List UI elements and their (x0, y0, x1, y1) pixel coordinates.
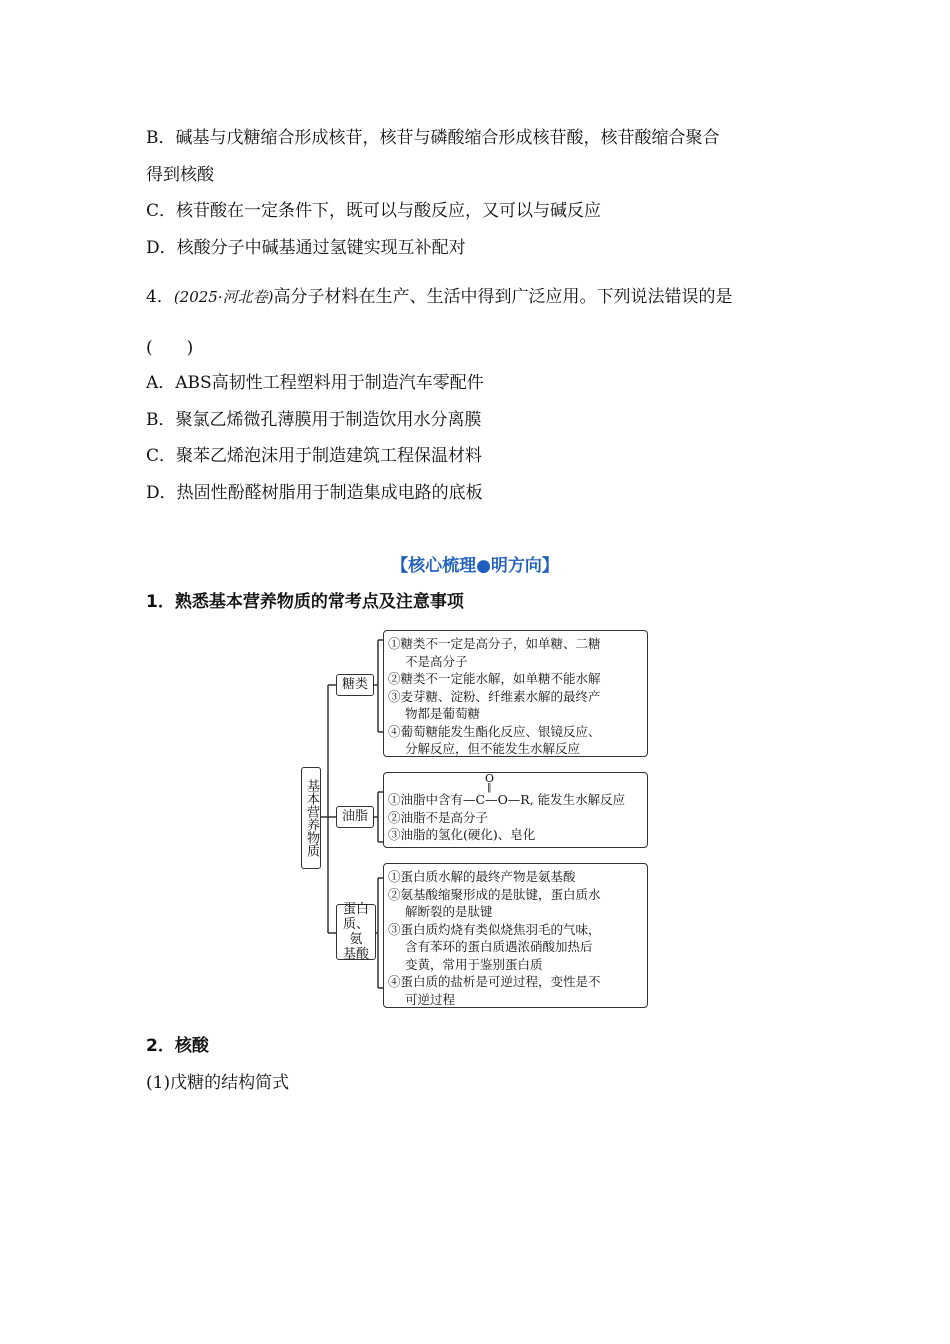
section-item-2-sub: (1)戊糖的结构简式 (146, 1073, 290, 1093)
branch-label-sugar: 糖类 (336, 674, 374, 696)
sugar-point: ①糖类不一定是高分子，如单糖、二糖 (388, 636, 601, 651)
section-item-2: 2．核酸 (146, 1036, 209, 1056)
sugar-point: 不是高分子 (405, 653, 468, 669)
q3-option-b-line1: B．碱基与戊糖缩合形成核苷，核苷与磷酸缩合形成核苷酸，核苷酸缩合聚合 (146, 128, 720, 148)
q4-number: 4． (146, 287, 174, 307)
fat-point: ③油脂的氢化(硬化)、皂化 (388, 827, 536, 842)
sugar-point: ③麦芽糖、淀粉、纤维素水解的最终产 (388, 688, 601, 704)
sugar-point: ④葡萄糖能发生酯化反应、银镜反应、 (388, 723, 601, 739)
sugar-detail-box (383, 630, 648, 757)
sugar-point: 物都是葡萄糖 (405, 706, 481, 721)
q4-option-c: C．聚苯乙烯泡沫用于制造建筑工程保温材料 (146, 446, 483, 466)
protein-label-line: 质、氨 (342, 917, 369, 947)
protein-point: ①蛋白质水解的最终产物是氨基酸 (388, 869, 576, 884)
protein-label-line: 基酸 (342, 947, 369, 962)
sugar-point: 分解反应，但不能发生水解反应 (405, 741, 581, 756)
protein-point: ③蛋白质灼烧有类似烧焦羽毛的气味， (388, 921, 601, 937)
q4-option-b: B．聚氯乙烯微孔薄膜用于制造饮用水分离膜 (146, 410, 482, 430)
q4-stem-text: 高分子材料在生产、生活中得到广泛应用。下列说法错误的是 (273, 287, 733, 307)
ester-formula (388, 772, 643, 809)
nutrients-diagram (296, 626, 656, 1012)
q4-stem (146, 285, 816, 309)
q4-option-a: A．ABS高韧性工程塑料用于制造汽车零配件 (146, 373, 484, 393)
protein-point: 含有苯环的蛋白质遇浓硝酸加热后 (405, 939, 593, 954)
fat-point: ②油脂不是高分子 (388, 809, 489, 825)
protein-detail-box (383, 863, 648, 1008)
q4-answer-bracket: ( ) (146, 338, 194, 358)
branch-label-fat: 油脂 (336, 806, 374, 828)
root-node: 基本营养物质 (301, 767, 321, 869)
ester-double-bond: ‖ (487, 783, 492, 793)
protein-point: ④蛋白质的盐析是可逆过程，变性是不 (388, 974, 601, 989)
section-item-1: 1．熟悉基本营养物质的常考点及注意事项 (146, 592, 464, 612)
sugar-point: ②糖类不一定能水解，如单糖不能水解 (388, 671, 601, 686)
fat-detail-box (383, 772, 648, 848)
q4-option-d: D．热固性酚醛树脂用于制造集成电路的底板 (146, 483, 483, 503)
branch-label-protein (336, 904, 376, 960)
protein-point: 可逆过程 (405, 991, 456, 1007)
protein-point: 解断裂的是肽键 (405, 904, 493, 919)
q3-option-b-line2: 得到核酸 (146, 165, 214, 185)
q4-source: (2025·河北卷) (173, 288, 274, 306)
ester-oxygen: O (485, 772, 495, 785)
q3-option-d: D．核酸分子中碱基通过氢键实现互补配对 (146, 238, 466, 258)
section-title: 【核心梳理●明方向】 (391, 556, 559, 576)
protein-point: ②氨基酸缩聚形成的是肽键，蛋白质水 (388, 886, 601, 902)
protein-point: 变黄，常用于鉴别蛋白质 (405, 956, 543, 972)
fat-point: ①油脂中含有—C—O—R, 能发生水解反应 (388, 792, 626, 807)
protein-label-line: 蛋白 (342, 902, 369, 917)
q3-option-c: C．核苷酸在一定条件下，既可以与酸反应，又可以与碱反应 (146, 201, 602, 221)
